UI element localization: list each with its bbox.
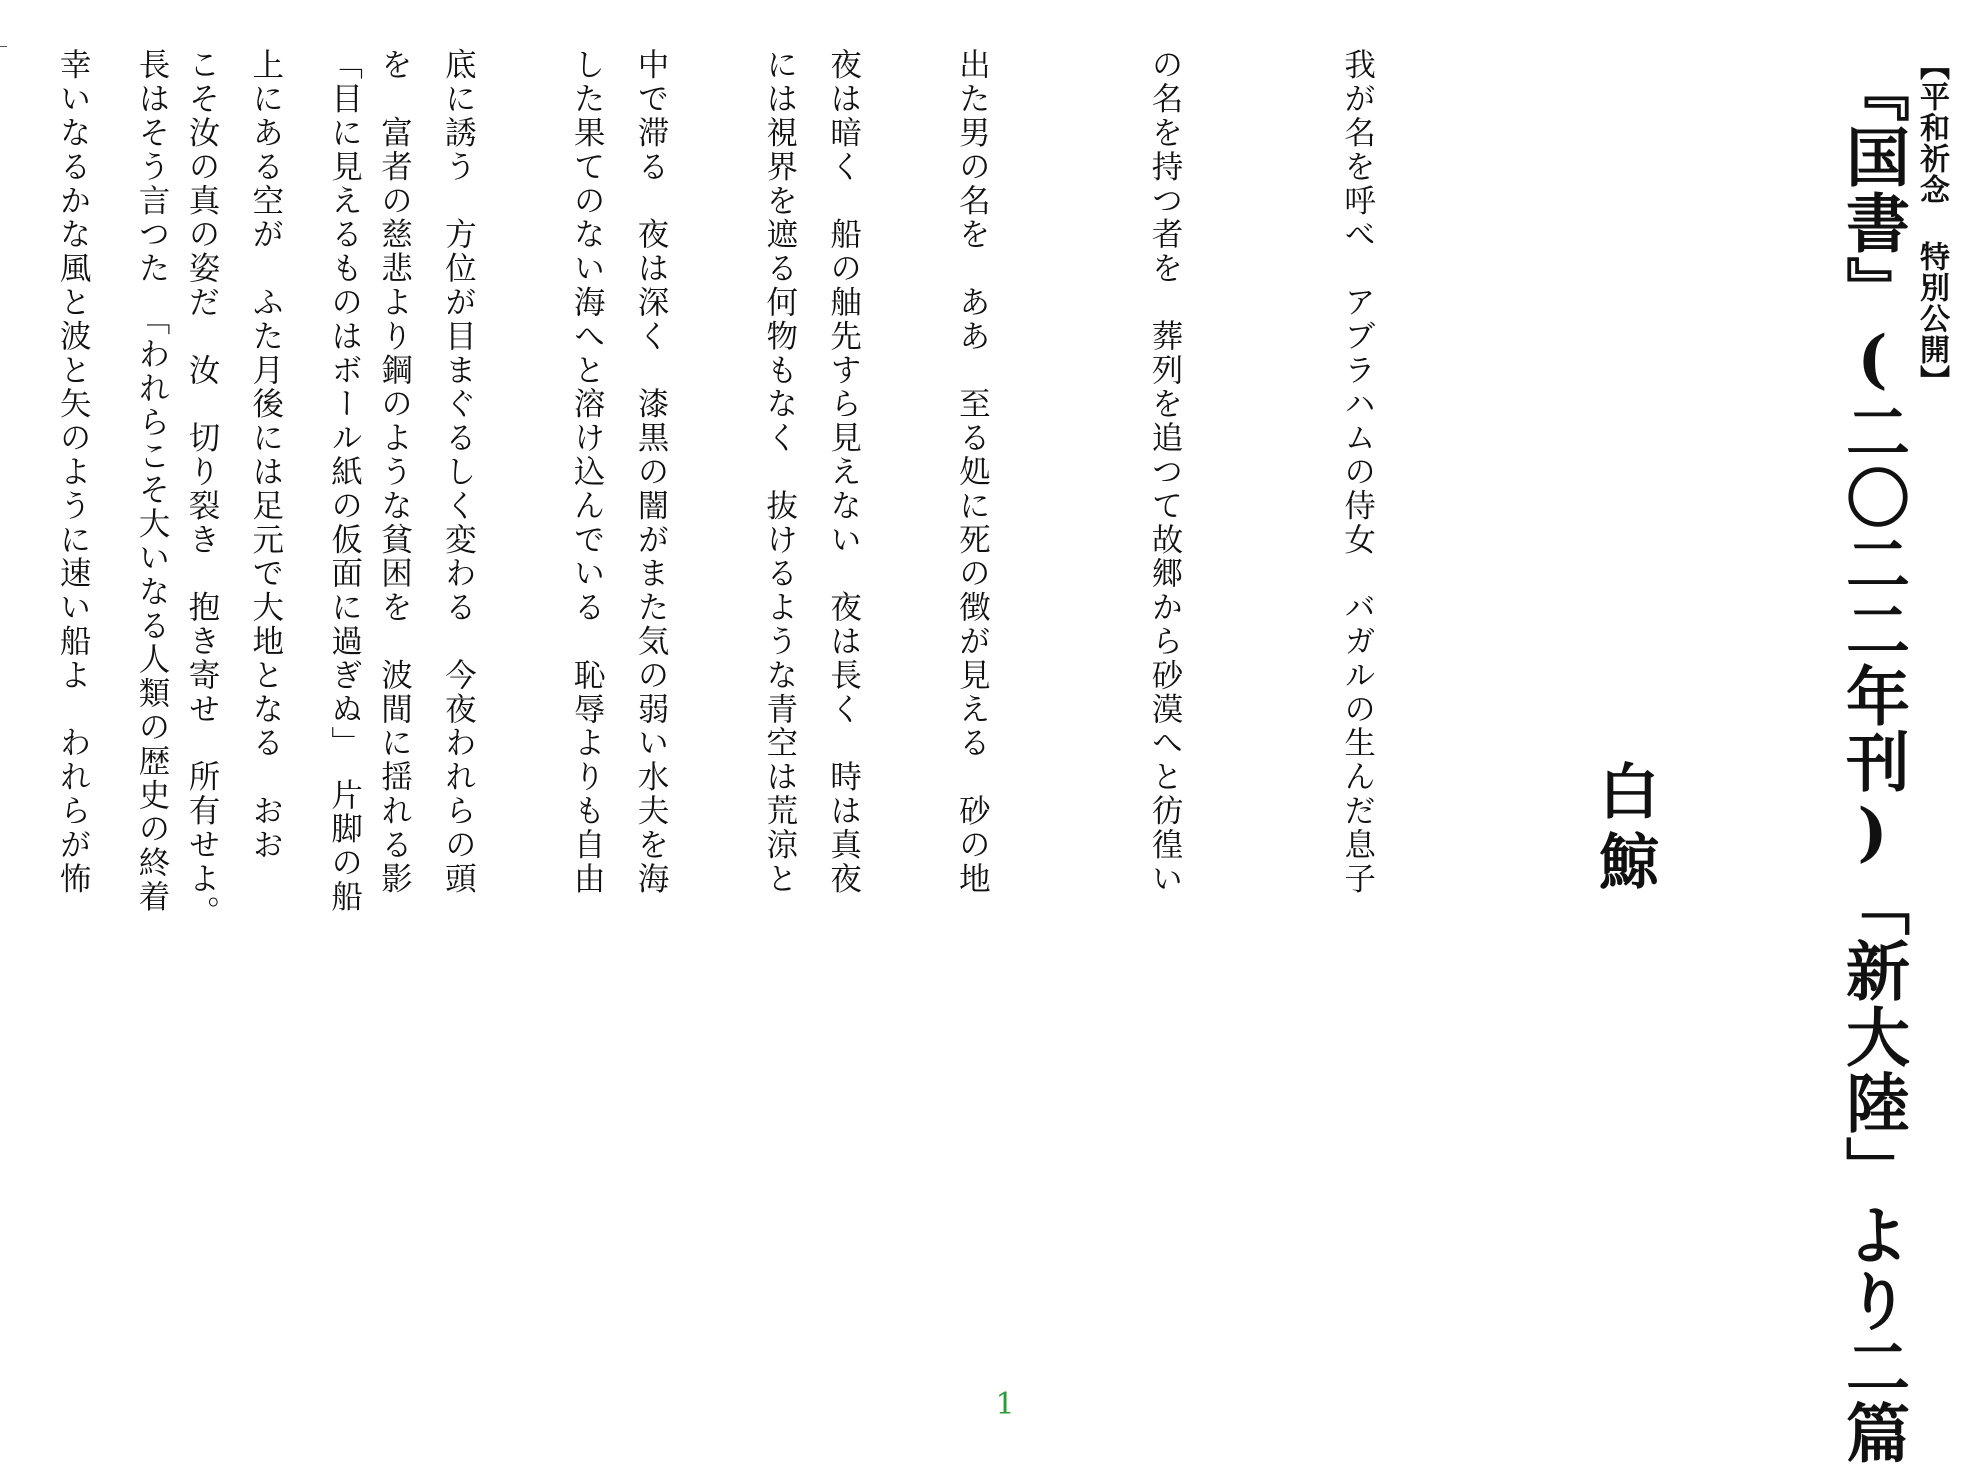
poem-line: こそ汝の真の姿だ 汝 切り裂き 抱き寄せ 所有せよ。 <box>183 48 220 930</box>
poem-line: 上にある空が ふた月後には足元で大地となる おお <box>247 48 284 862</box>
poem-line: には視界を遮る何物もなく 抜けるような青空は荒涼と <box>761 48 798 896</box>
poem-line: 長はそう言つた 「われらこそ大いなる人類の歴史の終着 <box>133 48 170 914</box>
page-number: 1 <box>995 1387 1015 1422</box>
poem-title: 白鯨 <box>1589 760 1659 900</box>
book-title: 『国書』(二〇二二年刊)「新大陸」より二篇 <box>1835 58 1910 1466</box>
poem-line: 「目に見えるものはボール紙の仮面に過ぎぬ」 片脚の船 <box>326 48 363 914</box>
poem-line: 底に誘う 方位が目まぐるしく変わる 今夜われらの頭 <box>440 48 477 896</box>
poem-line: した果てのない海へと溶け込んでいる 恥辱よりも自由 <box>569 48 606 896</box>
special-release-label: 【平和祈念 特別公開】 <box>1914 50 1949 396</box>
poem-line: 我が名を呼べ アブラハムの侍女 バガルの生んだ息子 <box>1339 48 1376 896</box>
poem-stanza-3 <box>55 48 505 929</box>
poem-line: 中で滞る 夜は深く 漆黒の闇がまた気の弱い水夫を海 <box>632 48 669 896</box>
poem-line: の名を持つ者を 葬列を追つて故郷から砂漠へと彷徨い <box>1146 48 1183 896</box>
poem-line: を 富者の慈悲より鋼のような貧困を 波間に揺れる影 <box>376 48 413 896</box>
crop-mark <box>0 46 7 47</box>
poem-line: 夜は暗く 船の舳先すら見えない 夜は長く 時は真夜 <box>825 48 862 896</box>
poem-line: 出た男の名を ああ 至る処に死の徴が見える 砂の地 <box>954 48 991 896</box>
poem-line: 幸いなるかな風と波と矢のように速い船よ われらが怖 <box>55 48 92 896</box>
